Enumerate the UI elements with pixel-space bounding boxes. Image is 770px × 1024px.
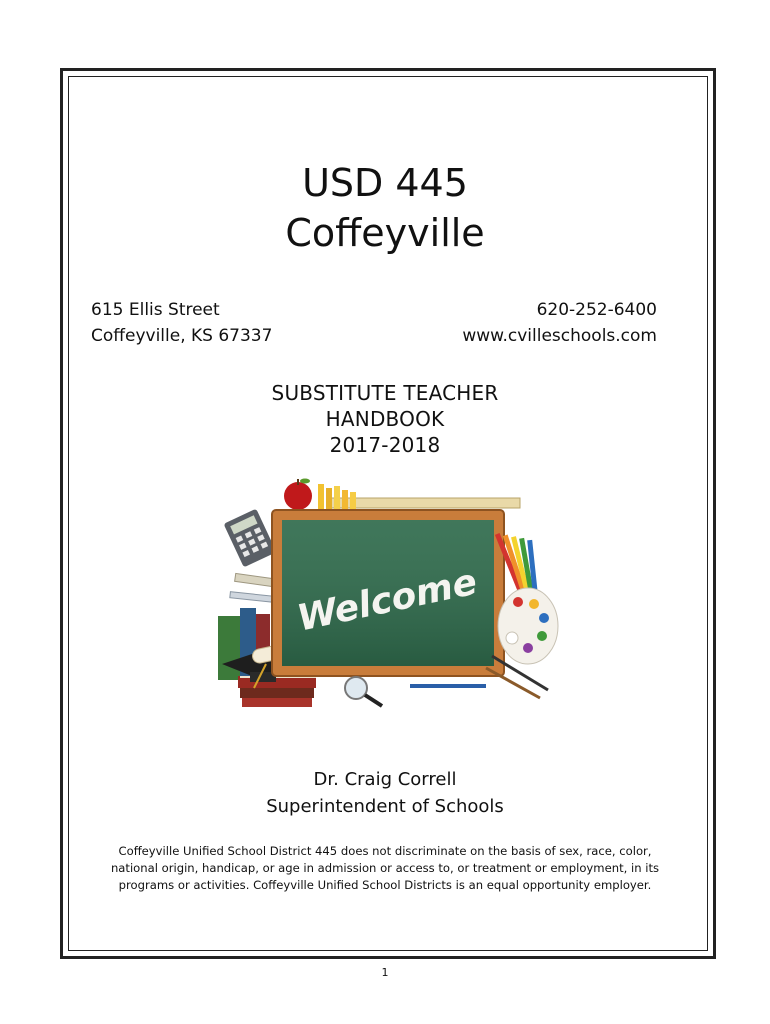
apple-icon	[284, 479, 312, 511]
district-title: USD 445	[302, 161, 468, 205]
address-block	[91, 297, 272, 349]
city-state-zip: Coffeyville, KS 67337	[91, 326, 273, 346]
handbook-line-1: SUBSTITUTE TEACHER	[271, 381, 499, 405]
handbook-line-2: HANDBOOK	[325, 407, 445, 431]
website-link[interactable]: www.cvilleschools.com	[462, 326, 657, 346]
magnifying-glass-icon	[345, 677, 382, 706]
phone-number: 620-252-6400	[536, 300, 657, 320]
nondiscrimination-statement: Coffeyville Unified School District 445 does not discriminate on the basis of sex, race, color, national origin, handicap, or age in admission or access to, or treatment or employment, in its programs or activities. Coffeyville Unified School Districts is an equal opportunity employer.	[110, 844, 660, 892]
street-address: 615 Ellis Street	[91, 300, 220, 320]
handbook-year: 2017-2018	[329, 433, 441, 457]
pencil-cluster-icon	[318, 484, 356, 512]
contact-block	[462, 297, 657, 349]
handbook-title	[0, 380, 770, 458]
city-title: Coffeyville	[285, 211, 485, 255]
chalkboard-welcome-text: Welcome	[293, 561, 481, 640]
superintendent-name: Dr. Craig Correll	[313, 769, 457, 790]
calculator-icon	[224, 509, 277, 568]
signature-block	[0, 766, 770, 820]
paint-palette-icon	[498, 588, 558, 664]
welcome-chalkboard-illustration	[210, 476, 565, 716]
ruler-icon	[330, 498, 520, 508]
page-number: 1	[381, 966, 389, 979]
superintendent-title: Superintendent of Schools	[266, 796, 504, 817]
